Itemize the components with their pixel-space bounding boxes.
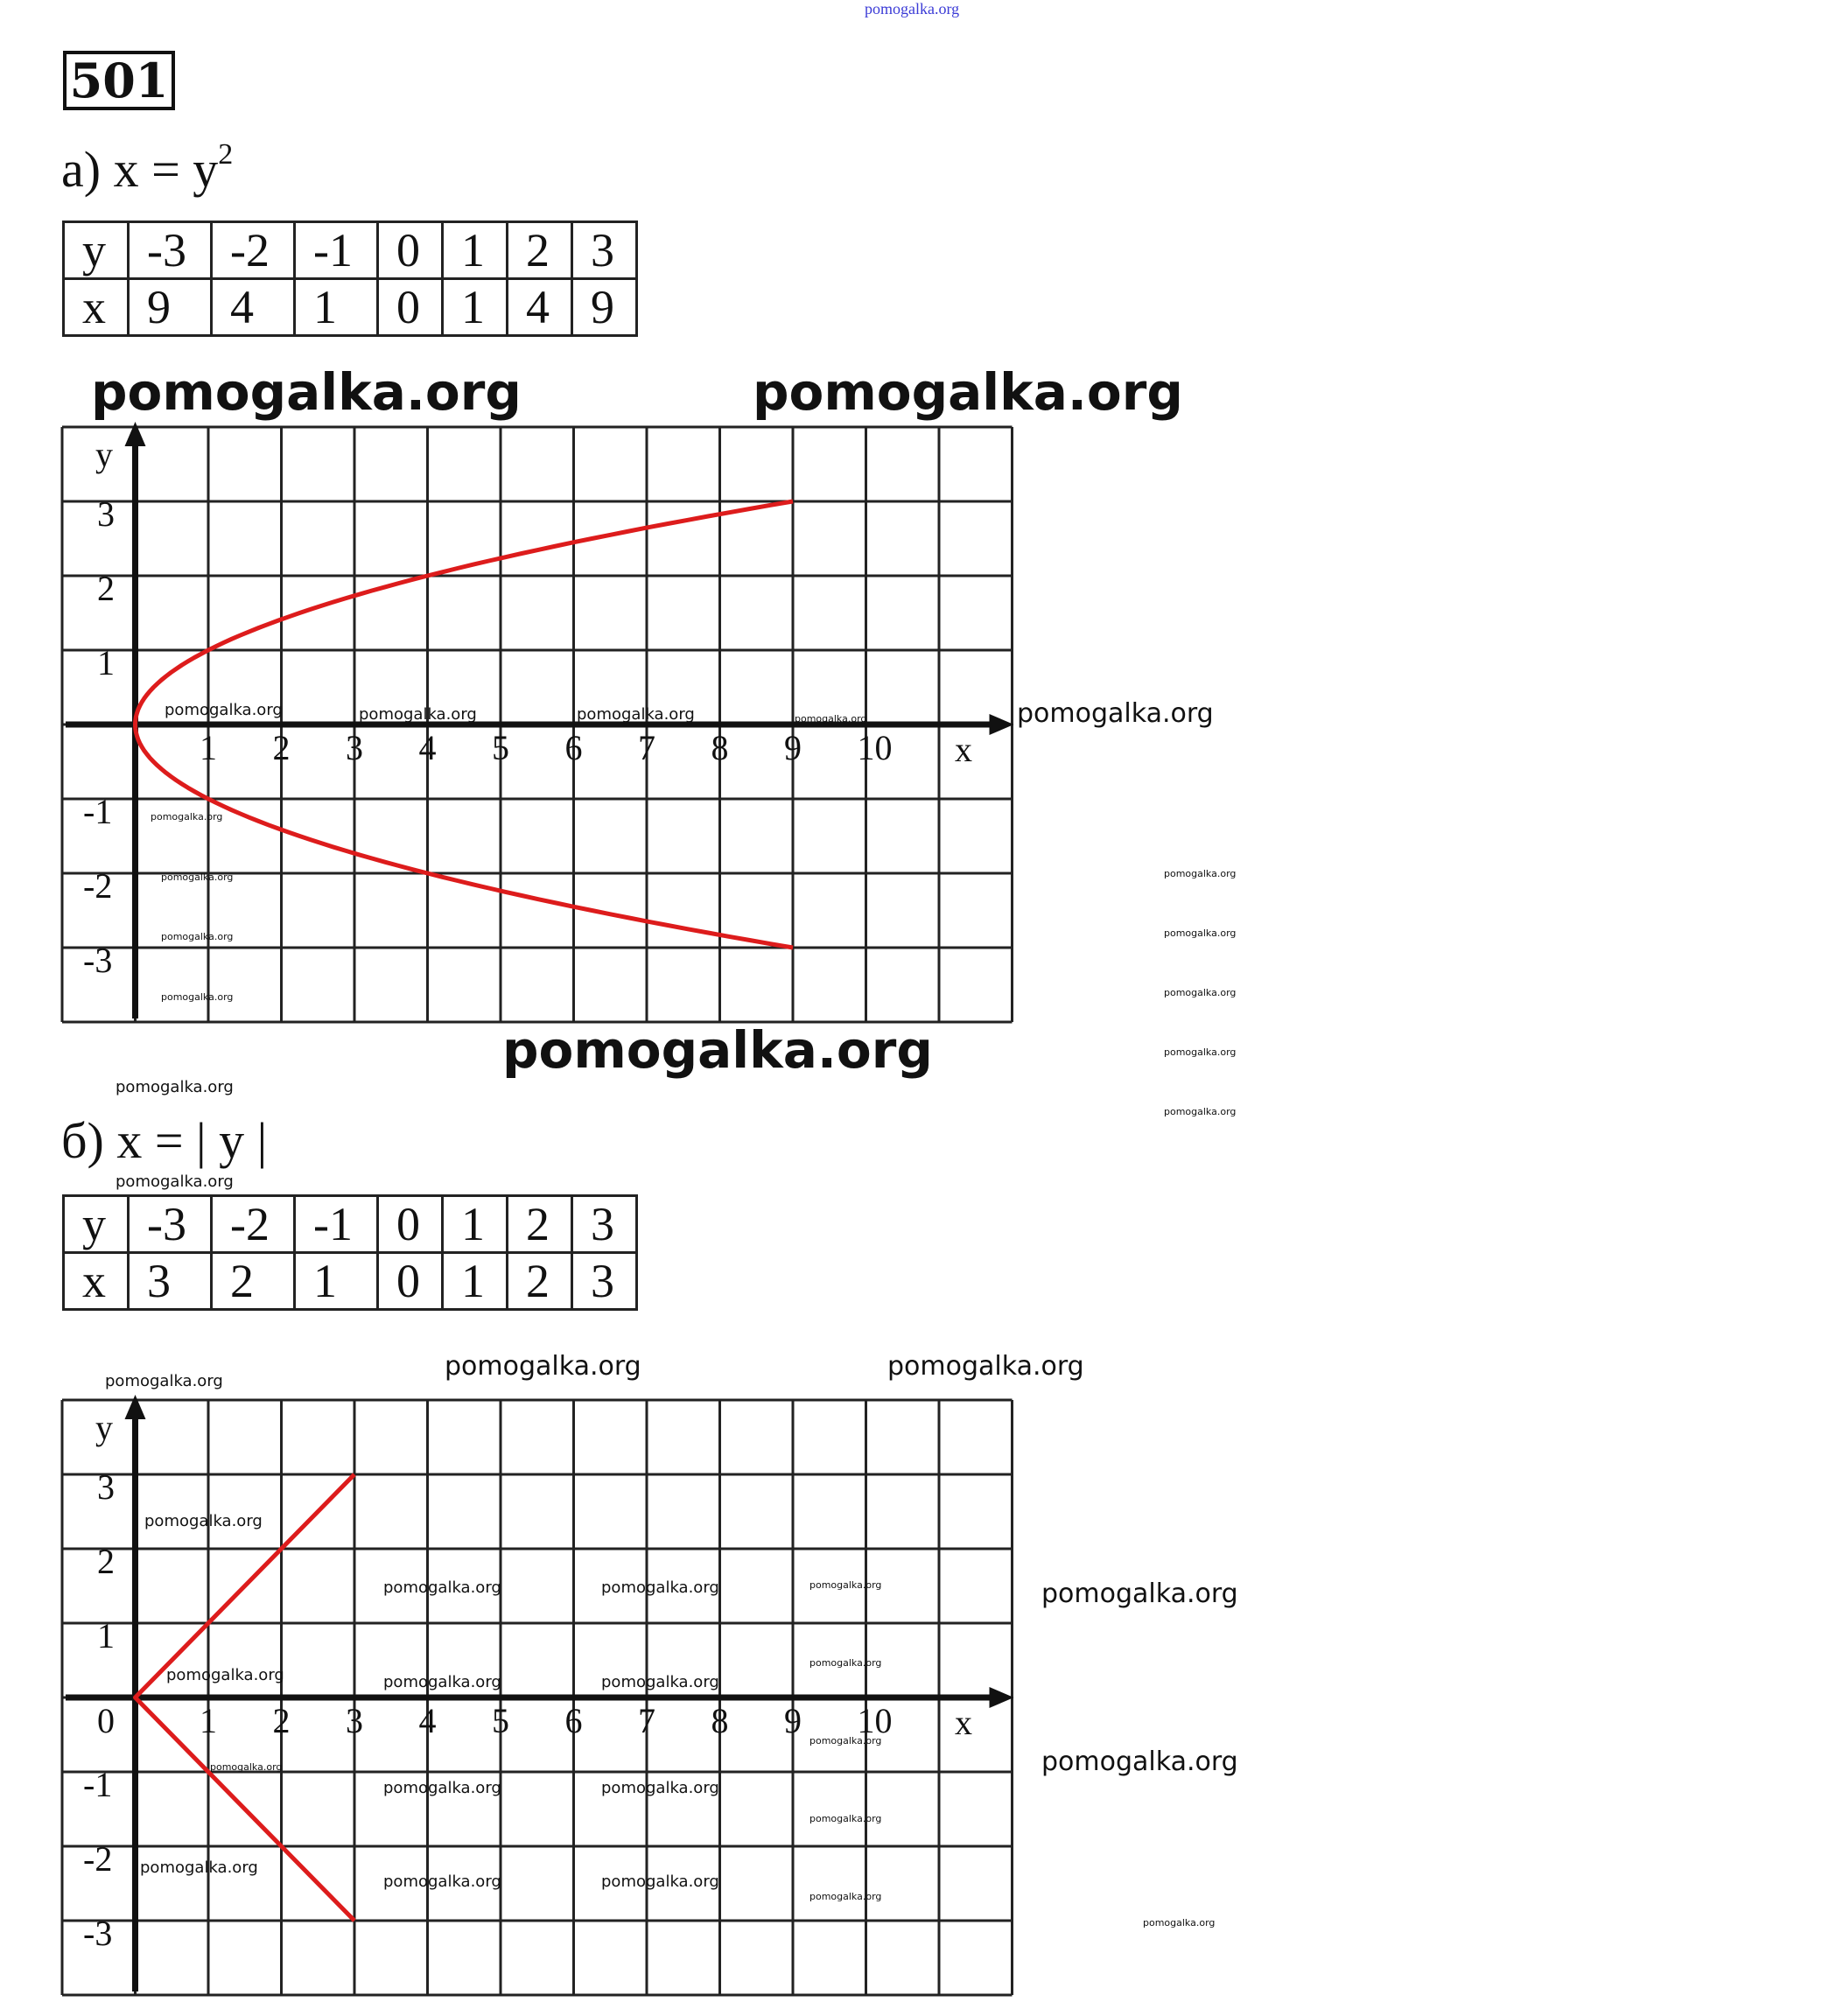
watermark: pomogalka.org <box>166 1666 284 1684</box>
watermark: pomogalka.org <box>116 1172 234 1191</box>
x-tick-label: 3 <box>346 1701 363 1740</box>
x-tick-label: 10 <box>857 1701 893 1740</box>
y-tick-label: -3 <box>83 1914 113 1953</box>
y-axis-label: y <box>95 435 113 474</box>
table-cell: -3 <box>129 1196 212 1253</box>
watermark: pomogalka.org <box>383 1872 501 1891</box>
x-axis-arrow <box>990 714 1014 735</box>
x-tick-label: 1 <box>200 728 217 767</box>
y-axis-arrow <box>125 422 146 446</box>
watermark: pomogalka.org <box>165 701 283 719</box>
part-b-equation: x = | y | <box>116 1112 268 1169</box>
watermark: pomogalka.org <box>105 1372 223 1390</box>
table-cell: 2 <box>508 1253 572 1310</box>
y-axis-arrow <box>125 1395 146 1419</box>
watermark: pomogalka.org <box>383 1779 501 1797</box>
table-cell: -3 <box>129 222 212 279</box>
x-tick-label: 6 <box>564 1701 583 1740</box>
table-cell: 0 <box>378 279 443 336</box>
x-tick-label: 8 <box>711 728 729 767</box>
x-tick-label: 5 <box>492 728 509 767</box>
table-cell: -2 <box>212 1196 295 1253</box>
table-cell: 1 <box>443 1196 508 1253</box>
watermark: pomogalka.org <box>502 1020 933 1080</box>
part-a-exponent: 2 <box>218 137 234 171</box>
y-tick-label: 3 <box>97 494 115 534</box>
watermark: pomogalka.org <box>809 1579 882 1591</box>
watermark: pomogalka.org <box>383 1578 501 1597</box>
x-tick-label: 4 <box>418 728 437 767</box>
table-cell: 1 <box>443 1253 508 1310</box>
x-tick-label: 4 <box>418 1701 437 1740</box>
watermark: pomogalka.org <box>1164 987 1237 998</box>
part-a-title <box>61 137 234 199</box>
y-tick-label: 2 <box>97 1542 115 1581</box>
watermark: pomogalka.org <box>601 1779 719 1797</box>
x-tick-label: 10 <box>857 728 893 767</box>
watermark: pomogalka.org <box>809 1891 882 1902</box>
watermark: pomogalka.org <box>140 1858 258 1877</box>
table-row <box>64 1253 637 1310</box>
watermark: pomogalka.org <box>151 811 223 822</box>
origin-label: 0 <box>97 1701 115 1740</box>
table-cell: 1 <box>443 222 508 279</box>
x-tick-label: 3 <box>346 728 363 767</box>
watermark: pomogalka.org <box>1164 928 1237 939</box>
watermark: pomogalka.org <box>383 1673 501 1691</box>
y-tick-label: -2 <box>83 1839 113 1879</box>
table-cell: 3 <box>572 1253 637 1310</box>
table-cell: 9 <box>129 279 212 336</box>
table-cell: -2 <box>212 222 295 279</box>
watermark: pomogalka.org <box>1143 1917 1216 1928</box>
watermark: pomogalka.org <box>809 1813 882 1824</box>
table-cell: 4 <box>508 279 572 336</box>
watermark: pomogalka.org <box>577 705 695 724</box>
watermark: pomogalka.org <box>1164 868 1237 879</box>
table-cell: 0 <box>378 1253 443 1310</box>
table-cell: 0 <box>378 1196 443 1253</box>
watermark: pomogalka.org <box>91 362 522 422</box>
x-tick-label: 7 <box>638 728 655 767</box>
part-b-title <box>61 1111 267 1170</box>
x-tick-label: 5 <box>492 1701 509 1740</box>
watermark: pomogalka.org <box>144 1512 263 1530</box>
table-cell: 1 <box>295 279 378 336</box>
watermark: pomogalka.org <box>161 872 234 883</box>
table-cell: 1 <box>295 1253 378 1310</box>
part-b-label: б) <box>61 1112 104 1169</box>
watermark: pomogalka.org <box>795 713 867 724</box>
watermark: pomogalka.org <box>1041 1746 1238 1777</box>
table-cell: 2 <box>508 222 572 279</box>
watermark: pomogalka.org <box>359 705 477 724</box>
watermark: pomogalka.org <box>1164 1046 1237 1058</box>
watermark: pomogalka.org <box>601 1578 719 1597</box>
y-tick-label: 1 <box>97 643 115 682</box>
watermark: pomogalka.org <box>1164 1106 1237 1117</box>
table-row-label: x <box>64 279 129 336</box>
table-cell: 3 <box>572 1196 637 1253</box>
table-cell: 9 <box>572 279 637 336</box>
x-tick-label: 7 <box>638 1701 655 1740</box>
part-b-graph <box>62 1400 1025 2004</box>
task-number: 501 <box>63 51 175 110</box>
watermark: pomogalka.org <box>753 362 1183 422</box>
part-a-label: а) <box>61 141 102 198</box>
x-tick-label: 9 <box>784 728 802 767</box>
x-axis-arrow <box>990 1687 1014 1708</box>
table-row-label: y <box>64 1196 129 1253</box>
table-cell: 2 <box>508 1196 572 1253</box>
x-tick-label: 9 <box>784 1701 802 1740</box>
table-row-label: y <box>64 222 129 279</box>
y-tick-label: -1 <box>83 792 113 831</box>
watermark: pomogalka.org <box>210 1761 283 1773</box>
watermark: pomogalka.org <box>161 931 234 942</box>
y-tick-label: -1 <box>83 1765 113 1804</box>
part-a-equation: x = y <box>113 141 219 198</box>
x-tick-label: 1 <box>200 1701 217 1740</box>
table-cell: 3 <box>129 1253 212 1310</box>
watermark: pomogalka.org <box>116 1078 234 1096</box>
table-cell: 3 <box>572 222 637 279</box>
y-tick-label: 1 <box>97 1616 115 1656</box>
x-axis-label: x <box>955 730 972 769</box>
table-cell: 2 <box>212 1253 295 1310</box>
part-a-value-table <box>62 220 638 337</box>
watermark: pomogalka.org <box>601 1872 719 1891</box>
watermark: pomogalka.org <box>161 991 234 1003</box>
table-cell: 1 <box>443 279 508 336</box>
y-tick-label: 2 <box>97 569 115 608</box>
part-b-value-table <box>62 1194 638 1311</box>
y-tick-label: 3 <box>97 1467 115 1507</box>
x-axis-label: x <box>955 1703 972 1742</box>
watermark: pomogalka.org <box>887 1351 1084 1382</box>
x-tick-label: 6 <box>564 728 583 767</box>
table-cell: -1 <box>295 1196 378 1253</box>
table-cell: 4 <box>212 279 295 336</box>
header-watermark: pomogalka.org <box>865 0 960 18</box>
watermark: pomogalka.org <box>1017 698 1214 729</box>
y-tick-label: -2 <box>83 866 113 906</box>
watermark: pomogalka.org <box>445 1351 641 1382</box>
table-row <box>64 1196 637 1253</box>
watermark: pomogalka.org <box>1041 1578 1238 1609</box>
x-tick-label: 2 <box>272 1701 291 1740</box>
table-row <box>64 279 637 336</box>
table-row <box>64 222 637 279</box>
x-tick-label: 2 <box>272 728 291 767</box>
watermark: pomogalka.org <box>601 1673 719 1691</box>
table-row-label: x <box>64 1253 129 1310</box>
watermark: pomogalka.org <box>809 1735 882 1746</box>
x-tick-label: 8 <box>711 1701 729 1740</box>
y-tick-label: -3 <box>83 941 113 980</box>
table-cell: 0 <box>378 222 443 279</box>
watermark: pomogalka.org <box>809 1657 882 1669</box>
table-cell: -1 <box>295 222 378 279</box>
y-axis-label: y <box>95 1408 113 1447</box>
